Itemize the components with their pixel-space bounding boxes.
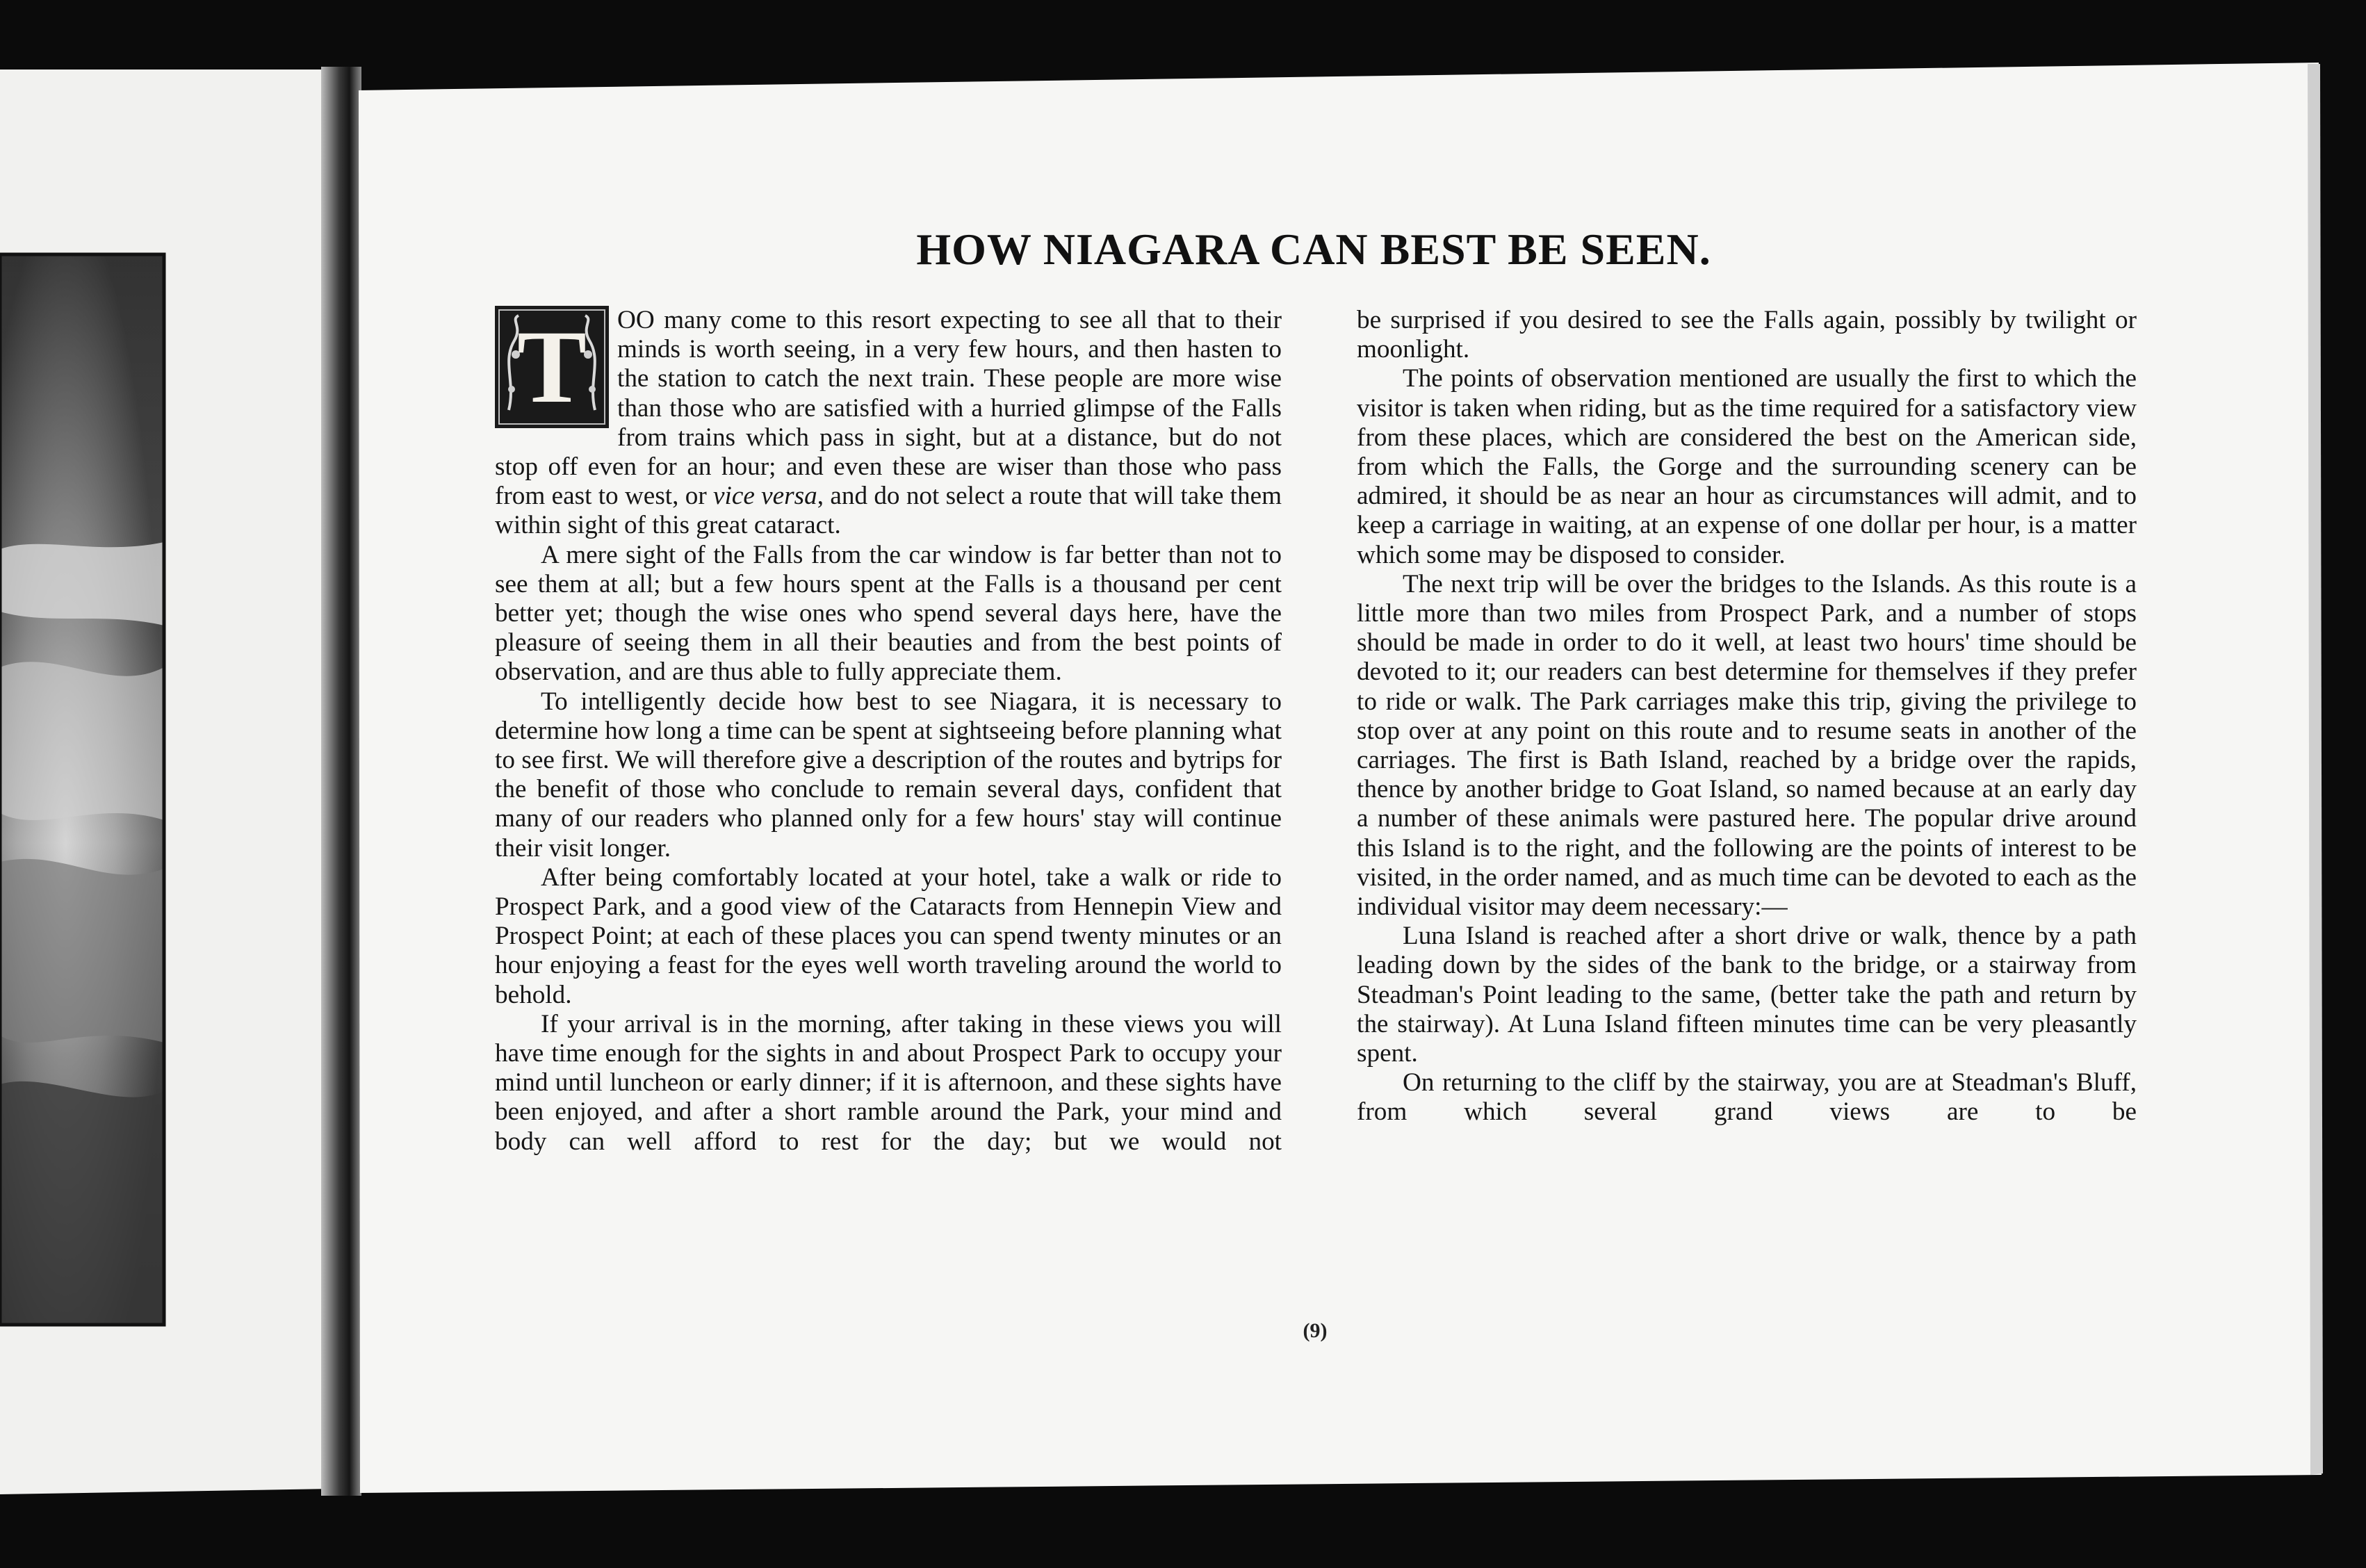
paragraph-text: many come to this resort expecting to see all that to their minds is worth seeing, in a very few hours, and then hasten to the station to catch the next train. These people are more wise than those who are satisfied with a hurried glimpse of the Falls from trains which pass in sight, but at a distance, but do not stop off even for an hour; and even these are wiser than those who pass from east to west, or [495, 306, 1282, 511]
paragraph: To intelligently decide how best to see Niagara, it is necessary to determine how long a time can be spent at sightseeing before planning what to see first. We will therefore give a description of the routes and bytrips for the benefit of those who conclude to remain several days, confident that many of our readers who planned only for a few hours' stay will continue their visit longer. [495, 687, 1282, 863]
text-column-left [495, 306, 1282, 1157]
text-column-right [1357, 306, 2137, 1127]
paragraph: A mere sight of the Falls from the car window is far better than not to see them at all; but a few hours spent at the Falls is a thousand per cent better yet; though the wise ones who spend several days here, have the pleasure of seeing them in all their beauties and from the best points of observation, and are thus able to fully appreciate them. [495, 540, 1282, 687]
paragraph: After being comfortably located at your hotel, take a walk or ride to Prospect Park, and a good view of the Cataracts from Hennepin View and Prospect Point; at each of these places you can spend twenty minutes or an hour enjoying a feast for the eyes well worth traveling around the world to behold. [495, 863, 1282, 1009]
page-title: HOW NIAGARA CAN BEST BE SEEN. [916, 224, 1711, 274]
italic-phrase: vice versa [713, 482, 817, 511]
paragraph: The points of observation mentioned are usually the first to which the visitor is taken when riding, but as the time required for a satisfactory view from these places, which are considered the best on the American side, from which the Falls, the Gorge and the surrounding scenery can be admired, it should be as near an hour as circumstances will admit, and to keep a carriage in waiting, at an expense of one dollar per hour, is a matter which some may be disposed to consider. [1357, 364, 2137, 569]
paragraph: be surprised if you desired to see the Falls again, possibly by twilight or moonlight. [1357, 306, 2137, 364]
paragraph [495, 306, 1282, 541]
lead-word: OO [617, 306, 655, 334]
dropcap-letter: T [516, 309, 587, 425]
niagara-photograph [0, 254, 164, 1325]
paragraph-text: , and do not select a route that will take them within sight of this great cataract. [495, 482, 1282, 540]
page-number: (9) [1303, 1319, 1328, 1342]
paragraph: If your arrival is in the morning, after taking in these views you will have time enough for the sights in and about Prospect Park to occupy your mind until luncheon or early dinner; if it is afternoon, and these sights have been enjoyed, and after a short ramble around the Park, your mind and body can well afford to rest for the day; but we would not [495, 1009, 1282, 1156]
dropcap [495, 306, 609, 428]
paragraph: On returning to the cliff by the stairway, you are at Steadman's Bluff, from which several grand views are to be [1357, 1068, 2137, 1127]
paragraph: The next trip will be over the bridges to the Islands. As this route is a little more than two miles from Prospect Park, and a number of stops should be made in order to do it well, at least two hours' time should be devoted to it; our readers can best determine for themselves if they prefer to ride or walk. The Park carriages make this trip, giving the privilege to stop over at any point on this route and to resume seats in another of the carriages. The first is Bath Island, reached by a bridge over the rapids, thence by another bridge to Goat Island, so named because at an early day a number of these animals were pastured here. The popular drive around this Island is to the right, and the following are the points of interest to be visited, in the order named, and as much time can be devoted to each as the individual visitor may deem necessary:— [1357, 569, 2137, 922]
gutter [321, 67, 361, 1496]
paragraph: Luna Island is reached after a short drive or walk, thence by a path leading down by the sides of the bank to the bridge, or a stairway from Steadman's Point leading to the same, (better take the path and return by the stairway). At Luna Island fifteen minutes time can be very pleasantly spent. [1357, 922, 2137, 1068]
